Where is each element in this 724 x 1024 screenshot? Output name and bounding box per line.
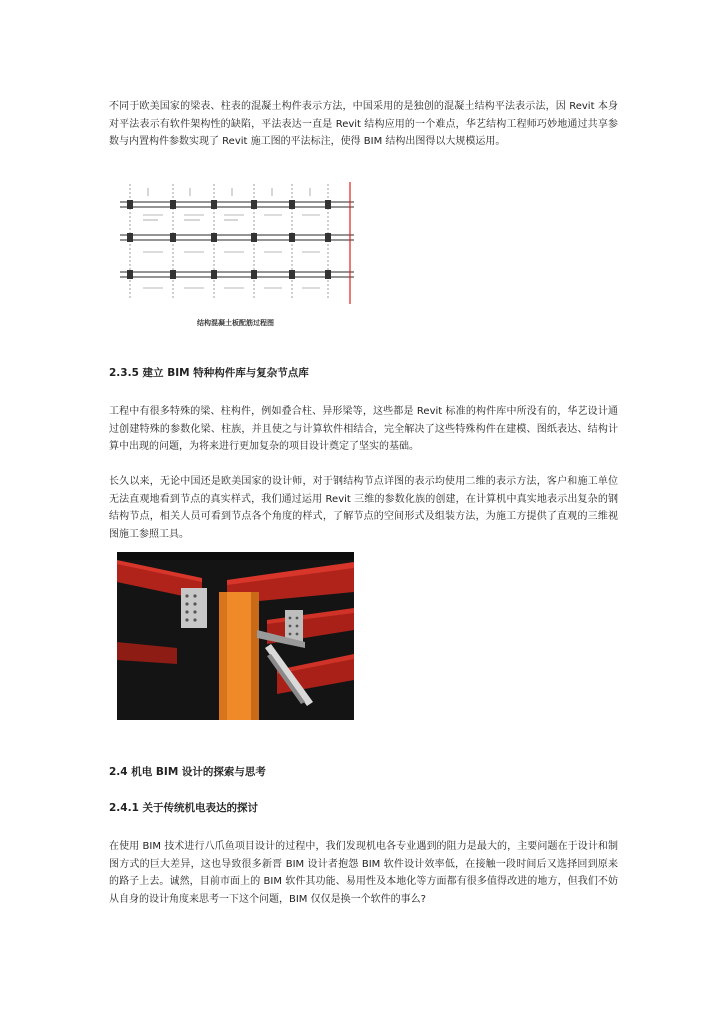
body-paragraph: 工程中有很多特殊的梁、柱构件，例如叠合柱、异形梁等，这些都是 Revit 标准的构件库中所没有的，华艺设计通过创建特殊的参数化梁、柱族，并且使之与计算软件相结合，完全解决了这些特殊构件在建模、图纸表达、结构计算中出现的问题，为将来进行更加复杂的项目设计奠定了坚实的基础。: [109, 406, 618, 452]
steel-node-image: [117, 552, 354, 720]
section-heading: 2.4 机电 BIM 设计的探索与思考: [109, 766, 266, 778]
subsection-heading: 2.4.1 关于传统机电表达的探讨: [109, 802, 259, 814]
section-heading: 2.3.5 建立 BIM 特种构件库与复杂节点库: [109, 367, 309, 379]
body-paragraph: 长久以来，无论中国还是欧美国家的设计师，对于钢结构节点详图的表示均使用二维的表示方法，客户和施工单位无法直观地看到节点的真实样式，我们通过运用 Revit 三维的参数化族的创建，在计算机中真实地表示出复杂的钢结构节点，相关人员可看到节点各个角度的样式，了解节点的空间形式及组装方法，为施工方提供了直观的三维视图施工参照工具。: [109, 476, 618, 540]
steel-node-3d-render: [117, 552, 354, 720]
body-paragraph: 不同于欧美国家的梁表、柱表的混凝土构件表示方法，中国采用的是独创的混凝土结构平法表示法，因 Revit 本身对平法表示有软件架构性的缺陷，平法表达一直是 Revit 结构应用的一个难点，华艺结构工程师巧妙地通过共享参数与内置构件参数实现了 Revit 施工图的平法标注，使得 BIM 结构出图得以大规模运用。: [109, 101, 618, 147]
figure-caption: 结构混凝土板配筋过程图: [197, 319, 274, 327]
body-paragraph: 在使用 BIM 技术进行八爪鱼项目设计的过程中，我们发现机电各专业遇到的阻力是最大的，主要问题在于设计和制图方式的巨大差异，这也导致很多新晋 BIM 设计者抱怨 BIM 软件设计效率低，在接触一段时间后又选择回到原来的路子上去。诚然，目前市面上的 BIM 软件其功能、易用性及本地化等方面都有很多值得改进的地方，但我们不妨从自身的设计角度来思考一下这个问题，BIM 仅仅是换一个软件的事么?: [109, 841, 618, 905]
rebar-plan-drawing: [118, 180, 360, 306]
structural-plan-image: [118, 180, 360, 306]
